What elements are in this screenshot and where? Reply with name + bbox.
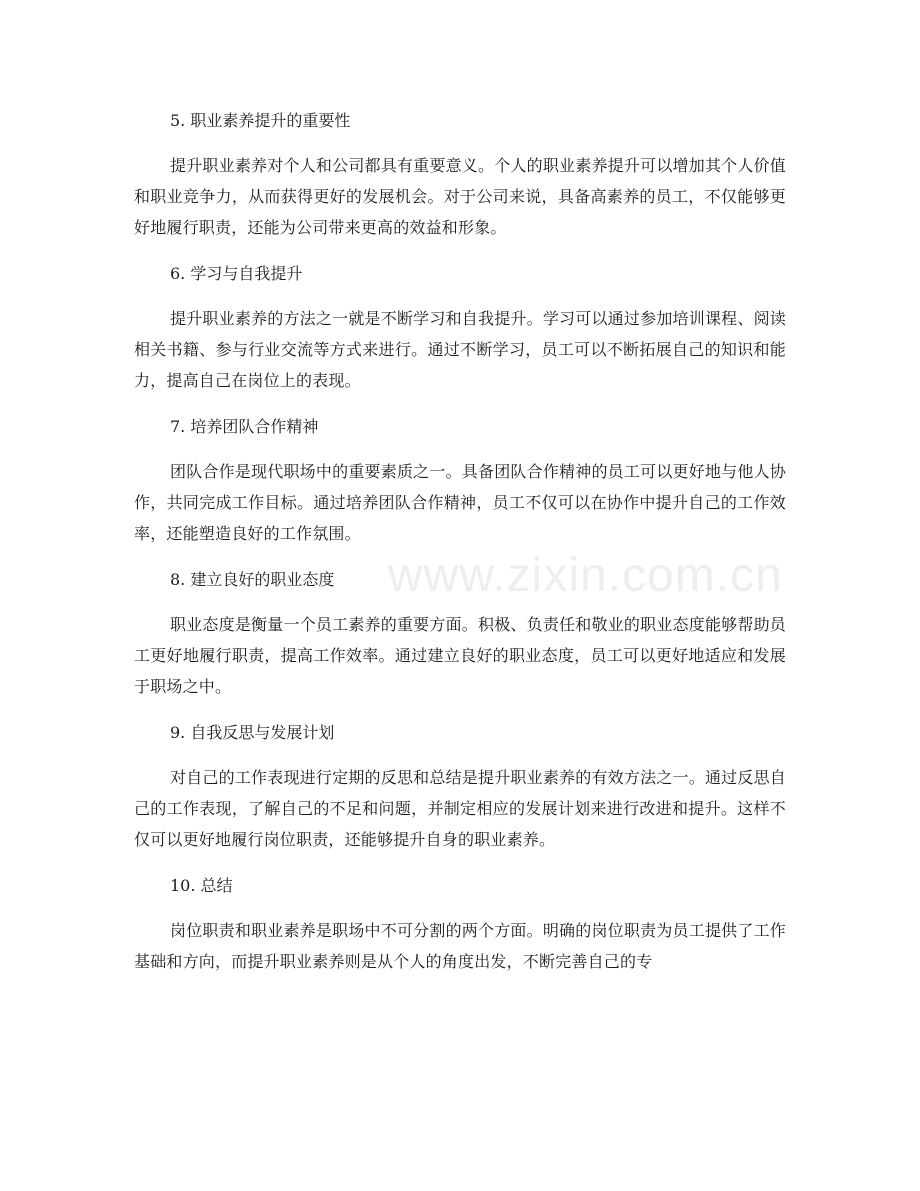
section-paragraph-7: 团队合作是现代职场中的重要素质之一。具备团队合作精神的员工可以更好地与他人协作，共同完成工作目标。通过培养团队合作精神，员工不仅可以在协作中提升自己的工作效率，还能塑造良好的工作氛围。 (134, 462, 786, 543)
section-paragraph-6: 提升职业素养的方法之一就是不断学习和自我提升。学习可以通过参加培训课程、阅读相关书籍、参与行业交流等方式来进行。通过不断学习，员工可以不断拓展自己的知识和能力，提高自己在岗位上的表现。 (134, 309, 786, 390)
section-paragraph-5: 提升职业素养对个人和公司都具有重要意义。个人的职业素养提升可以增加其个人价值和职业竞争力，从而获得更好的发展机会。对于公司来说，具备高素养的员工，不仅能够更好地履行职责，还能为公司带来更高的效益和形象。 (134, 156, 786, 237)
section-paragraph-8: 职业态度是衡量一个员工素养的重要方面。积极、负责任和敬业的职业态度能够帮助员工更好地履行职责，提高工作效率。通过建立良好的职业态度，员工可以更好地适应和发展于职场之中。 (134, 615, 786, 696)
section-paragraph-10: 岗位职责和职业素养是职场中不可分割的两个方面。明确的岗位职责为员工提供了工作基础和方向，而提升职业素养则是从个人的角度出发，不断完善自己的专 (134, 921, 786, 971)
section-heading-9: 9. 自我反思与发展计划 (170, 723, 335, 742)
section-heading-5: 5. 职业素养提升的重要性 (170, 111, 351, 130)
section-heading-7: 7. 培养团队合作精神 (170, 417, 319, 436)
document-body (134, 106, 786, 993)
section-heading-8: 8. 建立良好的职业态度 (170, 570, 335, 589)
watermark: www.zixin.com.cn (388, 549, 783, 602)
section-paragraph-9: 对自己的工作表现进行定期的反思和总结是提升职业素养的有效方法之一。通过反思自己的工作表现，了解自己的不足和问题，并制定相应的发展计划来进行改进和提升。这样不仅可以更好地履行岗位职责，还能够提升自身的职业素养。 (134, 768, 786, 849)
section-heading-6: 6. 学习与自我提升 (170, 264, 303, 283)
section-heading-10: 10. 总结 (170, 876, 233, 895)
